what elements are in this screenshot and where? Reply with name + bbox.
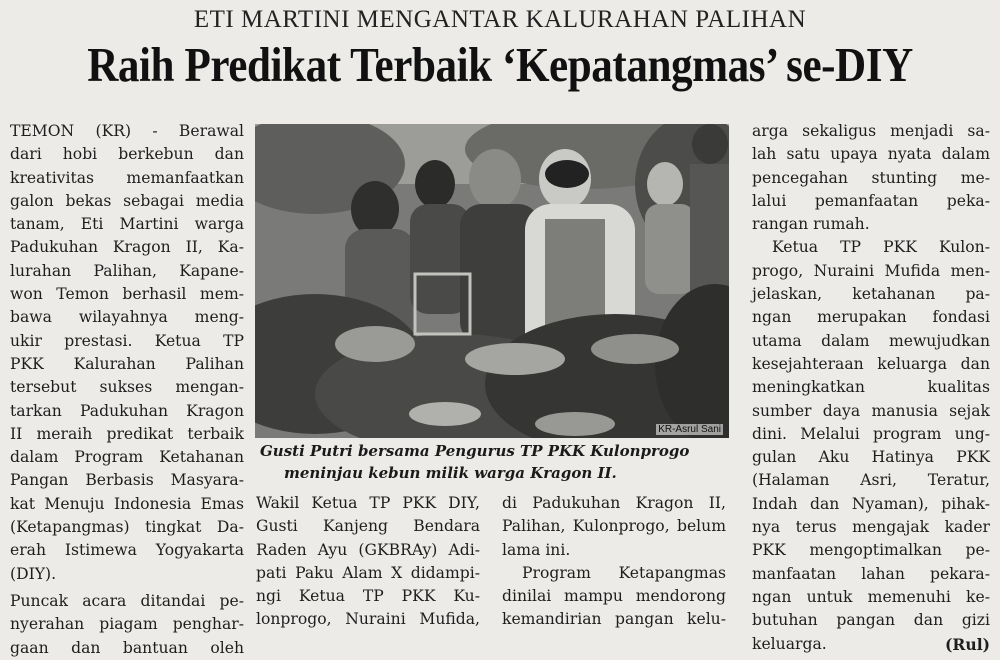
final-line (752, 633, 990, 656)
body-line: gaan dan bantuan oleh (10, 638, 244, 657)
body-line: jelaskan, ketahanan pa- (752, 285, 990, 304)
article-headline: Raih Predikat Terbaik ‘Kepatangmas’ se-DIY (87, 37, 913, 92)
body-line: dini. Melalui program ung- (752, 424, 990, 443)
news-photo (255, 124, 729, 438)
body-line: PKK Kalurahan Palihan (10, 354, 244, 373)
body-line: dari hobi berkebun dan (10, 145, 244, 164)
article-column-2 (256, 492, 480, 632)
body-line: lonprogo, Nuraini Mufida, (256, 610, 480, 629)
body-line: rangan rumah. (752, 215, 870, 234)
body-line: TEMON (KR) - Berawal (10, 122, 244, 140)
body-line: butuhan pangan dan gizi (752, 611, 990, 630)
caption-line: Gusti Putri bersama Pengurus TP PKK Kulonprogo (260, 442, 690, 460)
body-line: meningkatkan kualitas (752, 378, 990, 397)
body-line: (Ketapangmas) tingkat Da- (10, 518, 244, 537)
caption-line: meninjau kebun milik warga Kragon II. (284, 464, 617, 482)
body-line: kesejahteraan keluarga dan (752, 354, 990, 373)
body-line: nya terus mengajak kader (752, 518, 990, 537)
article-column-4 (752, 120, 990, 656)
body-line: gulan Aku Hatinya PKK (752, 448, 990, 467)
body-line: Padukuhan Kragon II, Ka- (10, 238, 244, 257)
body-line: kemandirian pangan kelu- (502, 610, 726, 629)
body-line: progo, Nuraini Mufida men- (752, 261, 990, 280)
body-line: dinilai mampu mendorong (502, 587, 726, 606)
photo-credit: KR-Asrul Sani (658, 424, 721, 435)
article-column-1 (10, 120, 244, 660)
body-line: manfaatan lahan pekara- (752, 564, 990, 583)
article-column-3 (502, 492, 726, 632)
body-line: lalui pemanfaatan peka- (752, 191, 990, 210)
body-line: ngan merupakan fondasi (752, 308, 990, 327)
author-signature: (Rul) (945, 634, 990, 654)
body-line: won Temon berhasil mem- (10, 285, 244, 304)
body-line: di Padukuhan Kragon II, (502, 494, 726, 512)
body-line: Ketua TP PKK Kulon- (772, 238, 990, 257)
body-line: (DIY). (10, 564, 57, 583)
body-line: II meraih predikat terbaik (10, 424, 244, 443)
body-line: ngi Ketua TP PKK Ku- (256, 587, 480, 606)
body-line: arga sekaligus menjadi sa- (752, 122, 990, 140)
body-line: lurahan Palihan, Kapane- (10, 261, 244, 280)
garden-visit-photo (255, 124, 729, 438)
body-line: tarkan Padukuhan Kragon (10, 401, 244, 420)
body-line: sumber daya manusia sejak (752, 401, 990, 420)
body-line: Gusti Kanjeng Bendara (256, 517, 480, 536)
body-line: lah satu upaya nyata dalam (752, 145, 990, 164)
body-line: nyerahan piagam penghar- (10, 615, 244, 634)
body-line: bawa wilayahnya meng- (10, 308, 244, 327)
body-line: PKK mengoptimalkan pe- (752, 541, 990, 560)
body-line: (Halaman Asri, Teratur, (752, 471, 990, 490)
body-line: Indah dan Nyaman), pihak- (752, 494, 990, 513)
body-line: Wakil Ketua TP PKK DIY, (256, 494, 480, 512)
body-line: tanam, Eti Martini warga (10, 215, 244, 234)
body-line: Pangan Berbasis Masyara- (10, 471, 244, 490)
body-line: keluarga. (752, 634, 827, 653)
body-line: tersebut sukses mengan- (10, 378, 244, 397)
body-line: lama ini. (502, 540, 571, 559)
body-line: pencegahan stunting me- (752, 168, 990, 187)
body-line: Palihan, Kulonprogo, belum (502, 517, 726, 536)
body-line: kreativitas memanfaatkan (10, 168, 244, 187)
body-line: galon bekas sebagai media (10, 191, 244, 210)
body-line: pati Paku Alam X didampi- (256, 563, 480, 582)
article-kicker: ETI MARTINI MENGANTAR KALURAHAN PALIHAN (193, 6, 807, 33)
body-line: Program Ketapangmas (522, 563, 726, 582)
body-line: erah Istimewa Yogyakarta (10, 541, 244, 560)
body-line: dalam Program Ketahanan (10, 448, 244, 467)
body-line: Puncak acara ditandai pe- (10, 591, 244, 610)
body-line: utama dalam mewujudkan (752, 331, 990, 350)
photo-caption (256, 440, 730, 484)
body-line: Raden Ayu (GKBRAy) Adi- (256, 540, 480, 559)
body-line: kat Menuju Indonesia Emas (10, 494, 244, 513)
body-line: ngan untuk memenuhi ke- (752, 587, 990, 606)
body-line: ukir prestasi. Ketua TP (10, 331, 244, 350)
